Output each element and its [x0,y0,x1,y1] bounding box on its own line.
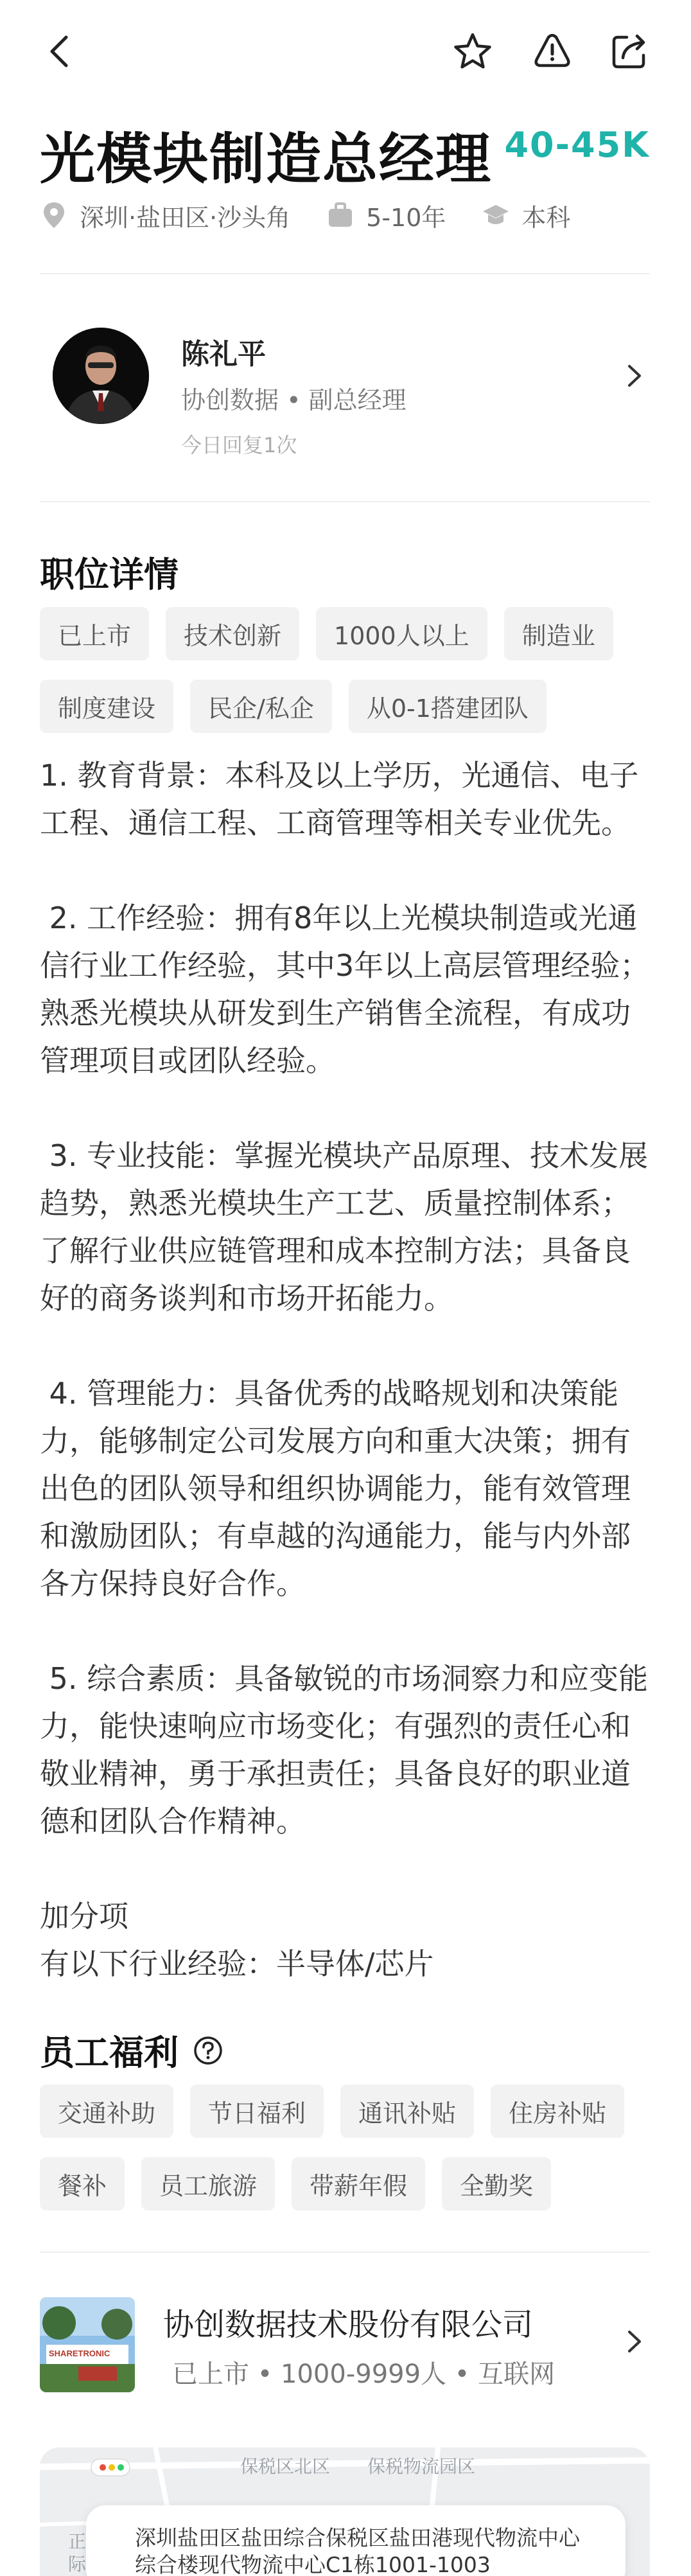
job-details-title: 职位详情 [40,554,179,595]
alert-icon[interactable] [527,26,578,77]
benefits-title: 员工福利 [40,2033,179,2073]
benefits-title-row [40,2025,223,2075]
map-label: 际 [68,2554,87,2575]
location-item [40,198,290,233]
company-name: 协创数据技术股份有限公司 [163,2307,534,2343]
company-address: 深圳盐田区盐田综合保税区盐田港现代物流中心综合楼现代物流中心C1栋1001-1003 [135,2525,580,2576]
divider [40,2252,650,2253]
description-paragraph: 加分项 有以下行业经验：半导体/芯片 [40,1899,434,1981]
address-card[interactable] [86,2505,625,2576]
salary: 40-45K [504,125,650,165]
tag: 技术创新 [166,607,299,660]
tag: 制造业 [504,607,613,660]
tag: 节日福利 [190,2085,324,2138]
map-label: 正 [68,2531,87,2552]
description-paragraph: 3. 专业技能：掌握光模块产品原理、技术发展趋势，熟悉光模块生产工艺、质量控制体系；了解行业供应链管理和成本控制方法；具备良好的商务谈判和市场开拓能力。 [40,1138,649,1316]
recruiter-name: 陈礼平 [181,338,266,371]
job-meta [40,196,606,234]
recruiter-title: 协创数据 • 副总经理 [181,386,407,414]
tag: 从0-1搭建团队 [349,680,547,733]
tag: 带薪年假 [292,2157,425,2210]
graduation-cap-icon [482,201,510,229]
map-label: 保税区北区 [240,2456,331,2477]
tag: 全勤奖 [442,2157,551,2210]
description-paragraph: 4. 管理能力：具备优秀的战略规划和决策能力，能够制定公司发展方向和重大决策；拥有出色的团队领导和组织协调能力，能有效管理和激励团队；有卓越的沟通能力，能与内外部各方保持良好合作。 [40,1376,631,1601]
tag: 制度建设 [40,680,173,733]
share-icon[interactable] [604,26,655,77]
description-paragraph: 5. 综合素质：具备敏锐的市场洞察力和应变能力，能快速响应市场变化；有强烈的责任心和敬业精神，勇于承担责任；具备良好的职业道德和团队合作精神。 [40,1661,649,1839]
location-pin-icon [40,201,68,229]
company-logo [40,2297,135,2392]
job-description [40,752,650,1988]
divider [40,501,650,502]
benefit-tags [40,2085,656,2230]
avatar [53,328,149,424]
description-paragraph: 1. 教育背景：本科及以上学历，光通信、电子工程、通信工程、工商管理等相关专业优先。 [40,758,639,840]
briefcase-icon [326,201,354,229]
divider [40,273,650,274]
chevron-right-icon [618,353,650,398]
recruiter-reply-status: 今日回复1次 [181,433,297,457]
tag: 1000人以上 [316,607,487,660]
experience-text: 5-10年 [366,203,446,232]
tag: 员工旅游 [141,2157,275,2210]
location-text: 深圳·盐田区·沙头角 [80,203,291,232]
job-tags [40,607,656,752]
tag: 餐补 [40,2157,125,2210]
location-map[interactable] [40,2448,650,2576]
star-icon[interactable] [447,26,498,77]
help-icon[interactable] [193,2035,223,2066]
tag: 交通补助 [40,2085,173,2138]
top-bar [0,0,691,103]
tag: 通讯补贴 [340,2085,474,2138]
job-title: 光模块制造总经理 [40,127,492,191]
tag: 民企/私企 [190,680,332,733]
tag: 已上市 [40,607,149,660]
tag: 住房补贴 [491,2085,624,2138]
education-text: 本科 [521,203,571,232]
company-card[interactable] [40,2287,650,2396]
company-meta: 已上市 • 1000-9999人 • 互联网 [172,2360,555,2389]
map-label: 保税物流园区 [367,2456,476,2477]
chevron-right-icon [618,2319,650,2364]
experience-item [326,198,446,233]
company-logo-text: SHARETRONIC [49,2349,110,2358]
recruiter-card[interactable] [40,308,650,482]
education-item [482,198,570,233]
back-arrow-icon[interactable] [35,26,87,77]
description-paragraph: 2. 工作经验：拥有8年以上光模块制造或光通信行业工作经验，其中3年以上高层管理经验；熟悉光模块从研发到生产销售全流程，有成功管理项目或团队经验。 [40,901,650,1078]
